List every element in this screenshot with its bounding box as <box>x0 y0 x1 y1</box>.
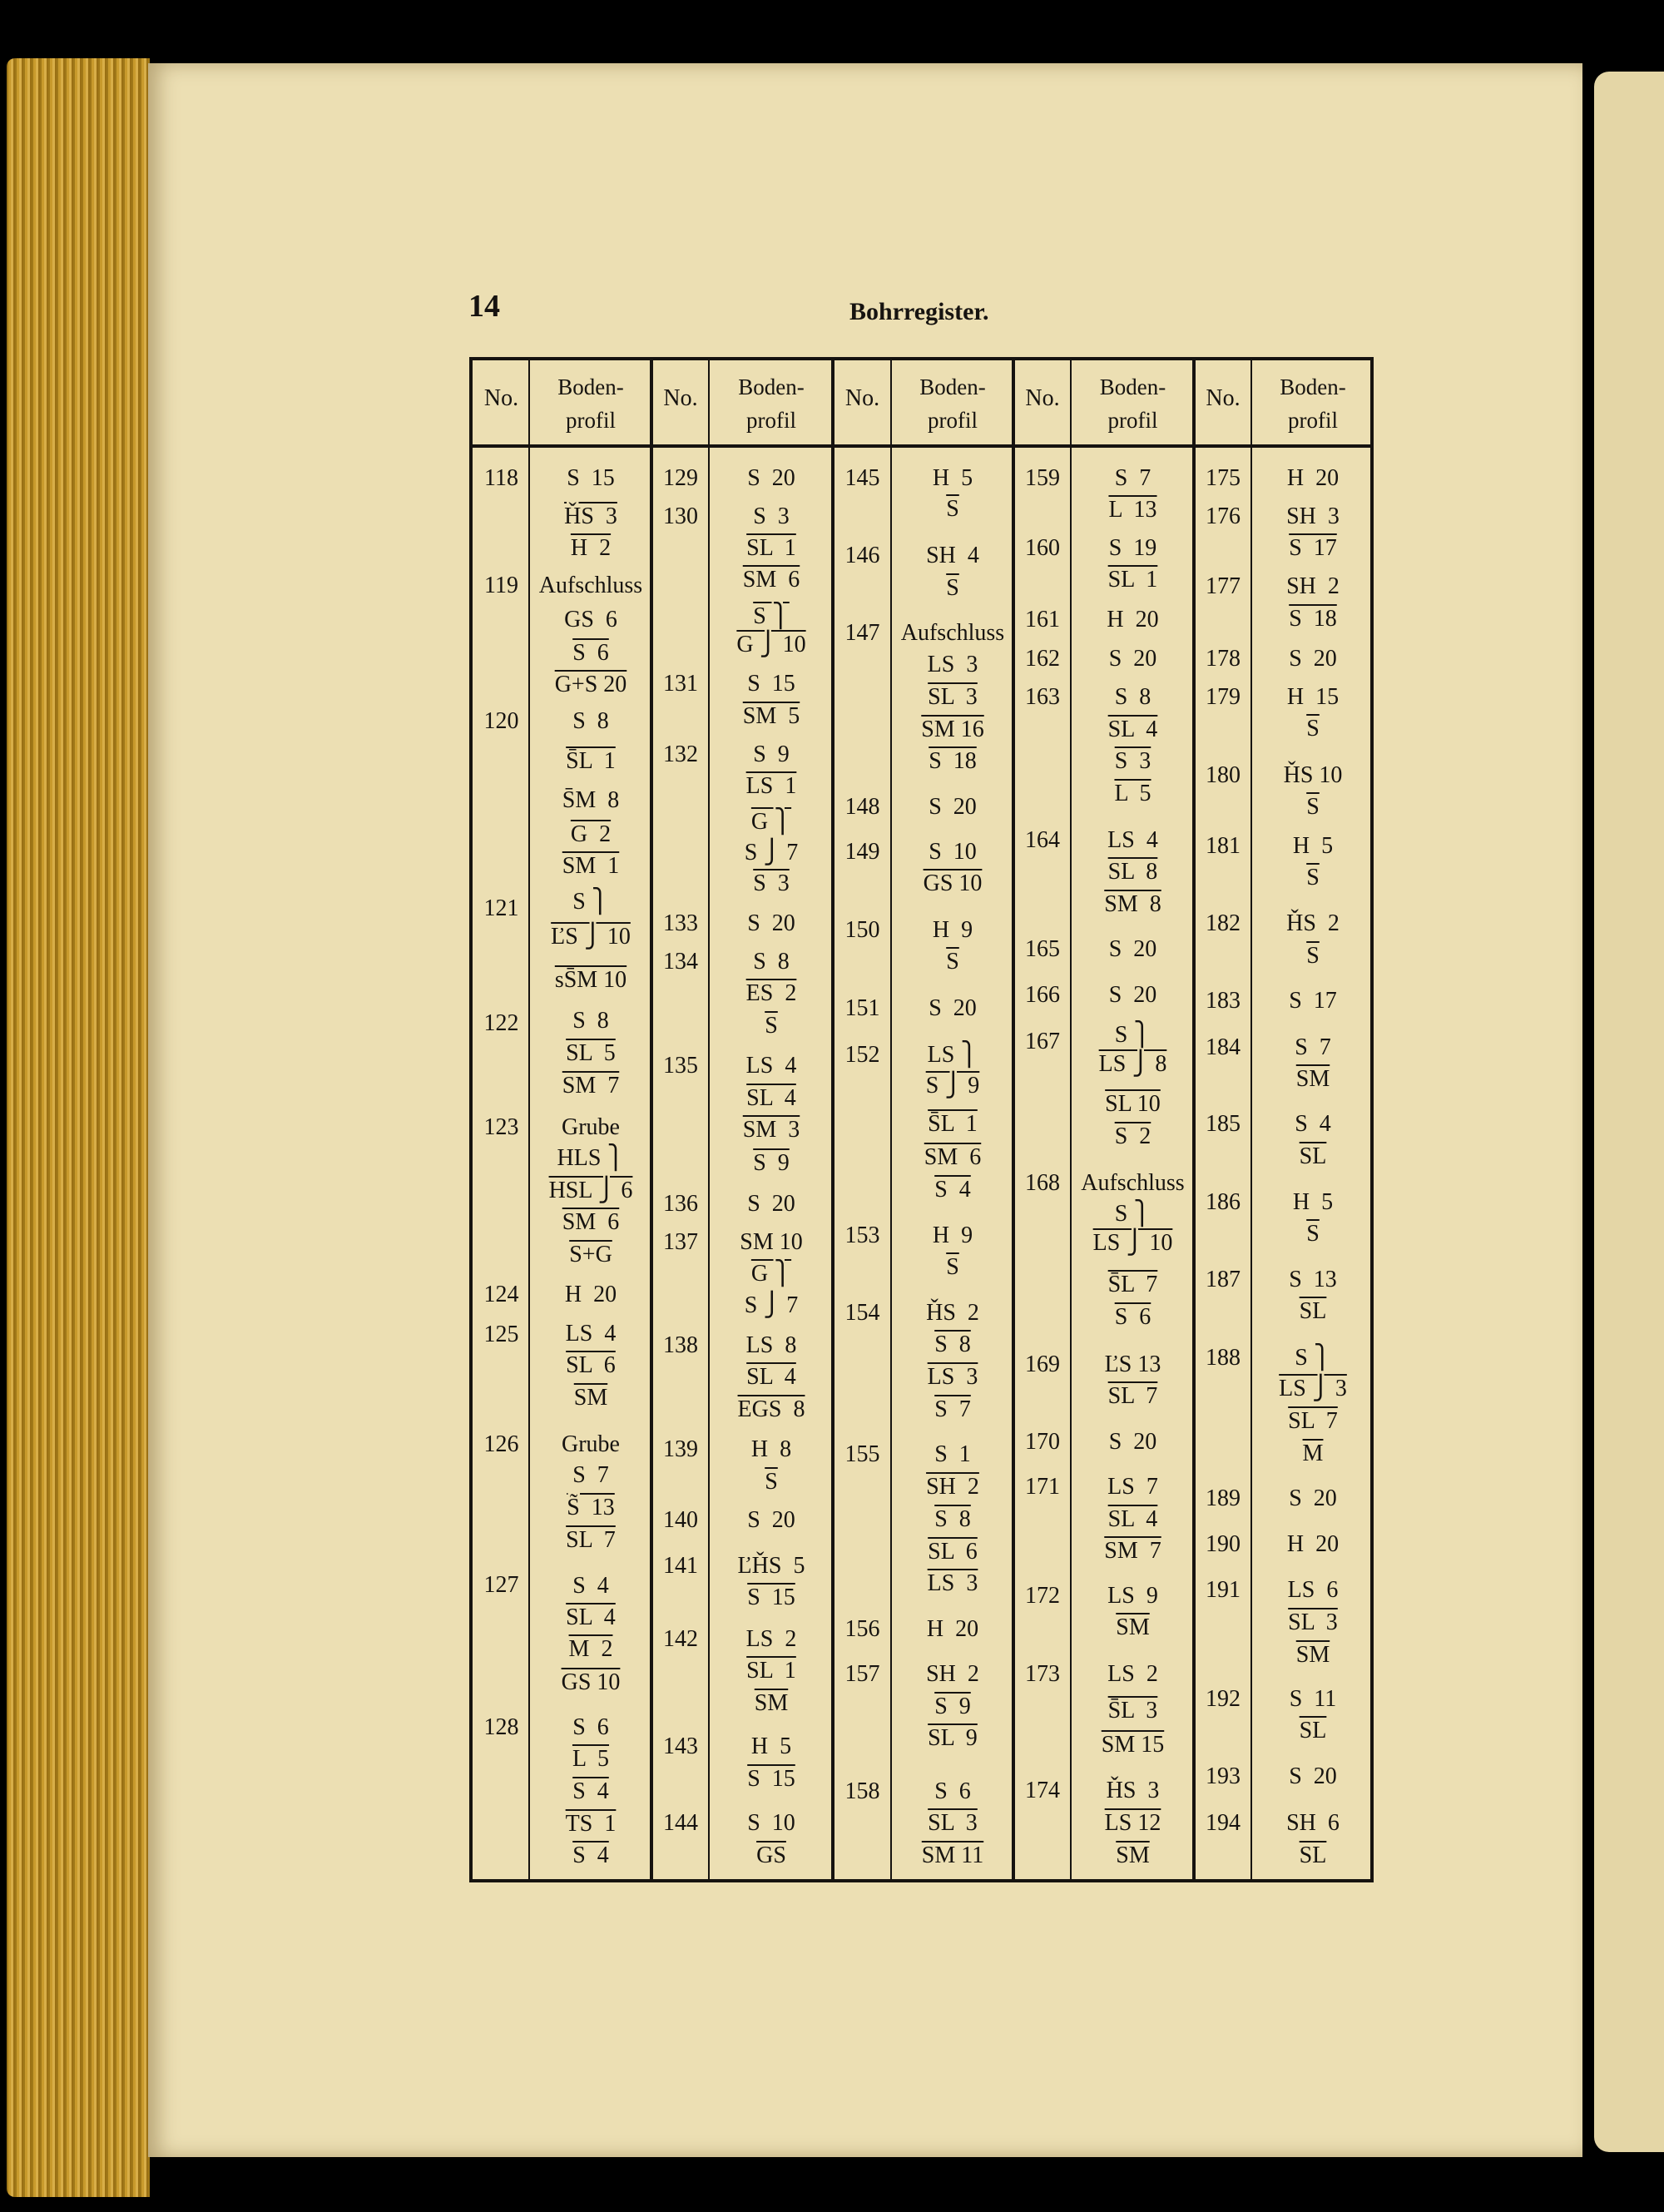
bodenprofil-entry: GS 10 <box>561 1669 621 1695</box>
bodenprofil-entry: SL 4 <box>746 1364 796 1390</box>
bodenprofil-entry: SH 2 <box>1286 573 1340 599</box>
running-title: Bohrregister. <box>849 298 989 325</box>
column-header-bodenprofil <box>1252 370 1374 437</box>
bodenprofil-entry: $\overline{S}$ <box>765 1469 778 1495</box>
bohrung-number: 185 <box>1206 1111 1241 1137</box>
bohrung-number: 148 <box>844 794 880 820</box>
bodenprofil-entry: SM 16 <box>921 717 984 742</box>
bodenprofil-entry: S 19 <box>1108 535 1157 561</box>
bodenprofil-entry: SL 4 <box>1107 717 1158 742</box>
bodenprofil-entry: $\overline{SL}$ <box>1299 1843 1327 1868</box>
bohrung-number: 163 <box>1025 684 1060 710</box>
column-header-no: No. <box>1025 385 1060 411</box>
bodenprofil-entry: SL 7 <box>1288 1408 1338 1434</box>
bohrung-number: 145 <box>844 465 880 491</box>
bohrung-number: 136 <box>663 1191 698 1217</box>
bodenprofil-entry: ES 2 <box>745 980 797 1006</box>
column-header-line1: Boden- <box>1099 374 1166 399</box>
bodenprofil-entry: S 20 <box>1108 1429 1157 1455</box>
bodenprofil-entry: S+G <box>569 1242 612 1267</box>
bodenprofil-entry: S 7 <box>934 1396 971 1422</box>
bodenprofil-entry: $\overline{S}$ <box>946 949 959 975</box>
bohrung-number: 156 <box>844 1616 880 1642</box>
bodenprofil-entry: SL 7 <box>1107 1383 1158 1409</box>
bohrung-number: 177 <box>1206 573 1241 599</box>
bohrung-number: 128 <box>483 1714 519 1740</box>
bodenprofil-entry: S̄L 1 <box>566 748 616 774</box>
bodenprofil-entry: SM 3 <box>742 1117 800 1143</box>
bodenprofil-entry: ĽS 13 <box>1104 1352 1161 1377</box>
bodenprofil-entry: HSL ⎭ 6 <box>548 1178 633 1203</box>
bodenprofil-entry: S 20 <box>1289 1485 1337 1511</box>
bodenprofil-entry: S 9 <box>753 741 790 767</box>
bodenprofil-entry: S 6 <box>934 1778 971 1804</box>
bodenprofil-entry: S 8 <box>934 1332 971 1357</box>
bodenprofil-entry: H 20 <box>1107 607 1159 632</box>
bohrung-number: 124 <box>483 1282 519 1307</box>
bodenprofil-entry: S 20 <box>1108 646 1157 672</box>
bohrung-number: 170 <box>1025 1429 1060 1455</box>
bohrung-number: 121 <box>483 895 519 921</box>
bodenprofil-entry: S 17 <box>1289 535 1337 561</box>
bohrung-number: 166 <box>1025 982 1060 1008</box>
bohrung-number: 127 <box>483 1572 519 1598</box>
bodenprofil-entry: SM 7 <box>562 1073 620 1099</box>
page-number: 14 <box>468 289 500 324</box>
bodenprofil-entry: LS 8 <box>745 1332 797 1358</box>
bodenprofil-entry: SL 3 <box>928 684 978 710</box>
bohrung-number: 184 <box>1206 1034 1241 1060</box>
bohrung-number: 133 <box>663 910 698 936</box>
bodenprofil-entry: S 20 <box>1108 982 1157 1008</box>
bohrung-number: 138 <box>663 1332 698 1358</box>
column-header-line2: profil <box>746 408 796 433</box>
bodenprofil-entry: SH 3 <box>1286 503 1340 529</box>
bodenprofil-entry: G ⎫ <box>750 809 792 835</box>
bodenprofil-entry: $\overline{M}$ <box>1302 1441 1324 1466</box>
column-header-no: No. <box>663 385 698 411</box>
bodenprofil-entry: $\overline{S}$ <box>1306 1221 1320 1247</box>
bodenprofil-entry: $\overline{SM}$ <box>1295 1066 1330 1092</box>
bodenprofil-entry: S 8 <box>572 708 609 734</box>
bodenprofil-entry: S 4 <box>934 1177 971 1203</box>
bodenprofil-entry: $\overline{SM}$ <box>573 1385 608 1411</box>
bodenprofil-entry: SL 8 <box>1107 859 1158 885</box>
bohrung-number: 176 <box>1206 503 1241 529</box>
bodenprofil-entry: H 2 <box>570 535 612 561</box>
bodenprofil-entry: Aufschluss <box>538 573 643 598</box>
bodenprofil-entry: SL 4 <box>746 1085 796 1111</box>
bohrung-number: 187 <box>1206 1267 1241 1292</box>
bodenprofil-entry: SM 6 <box>742 567 800 593</box>
bohrung-number: 189 <box>1206 1485 1241 1511</box>
bodenprofil-entry: S 10 <box>747 1810 795 1836</box>
bohrung-number: 122 <box>483 1010 519 1036</box>
column-header-no: No. <box>483 385 519 411</box>
bohrung-number: 183 <box>1206 988 1241 1014</box>
bodenprofil-entry: ȞS 3 <box>564 503 617 529</box>
bohrung-number: 179 <box>1206 684 1241 710</box>
column-header-bodenprofil <box>710 370 833 437</box>
bodenprofil-entry: SL 7 <box>566 1527 616 1553</box>
bohrung-number: 143 <box>663 1733 698 1759</box>
bodenprofil-entry: S 3 <box>753 870 790 896</box>
bodenprofil-entry: LS 2 <box>1107 1661 1158 1687</box>
bodenprofil-entry: $\overline{S}$ <box>946 496 959 522</box>
bodenprofil-entry: $\overline{S}$ <box>765 1013 778 1039</box>
bodenprofil-entry: $\overline{S}$ <box>1306 865 1320 890</box>
bohrung-number: 175 <box>1206 465 1241 491</box>
bodenprofil-entry: G 2 <box>570 821 612 847</box>
bodenprofil-entry: S 8 <box>1114 684 1151 710</box>
column-header-bodenprofil <box>530 370 651 437</box>
bodenprofil-entry: G ⎭ 10 <box>736 632 806 657</box>
bodenprofil-entry: S ⎫ <box>753 603 790 629</box>
bodenprofil-entry: LS ⎭ 8 <box>1098 1051 1167 1077</box>
bohrung-number: 132 <box>663 741 698 767</box>
bodenprofil-entry: H 20 <box>564 1282 617 1307</box>
bodenprofil-entry: S 15 <box>567 465 615 491</box>
bohrung-number: 162 <box>1025 646 1060 672</box>
bodenprofil-entry: S ⎫ <box>572 889 609 915</box>
bodenprofil-entry: S 4 <box>572 1778 609 1804</box>
bodenprofil-entry: ĽS ⎭ 10 <box>551 924 631 950</box>
bohrung-number: 158 <box>844 1778 880 1804</box>
bohrung-number: 192 <box>1206 1686 1241 1712</box>
header-rule <box>473 444 1370 448</box>
facing-page-edge <box>1594 72 1664 2152</box>
book-page-edges <box>7 58 150 2197</box>
bodenprofil-entry: SL 9 <box>928 1725 978 1751</box>
bodenprofil-entry: SH 4 <box>926 543 979 568</box>
bohrung-number: 137 <box>663 1229 698 1255</box>
bodenprofil-entry: SL 4 <box>1107 1506 1158 1532</box>
bodenprofil-entry: S̄L 1 <box>928 1111 978 1137</box>
bodenprofil-entry: ĽȞS 5 <box>737 1553 805 1579</box>
bodenprofil-entry: S 20 <box>747 1507 795 1533</box>
column-header-line1: Boden- <box>1280 374 1346 399</box>
bodenprofil-entry: SH 2 <box>926 1474 979 1500</box>
bohrung-number: 161 <box>1025 607 1060 632</box>
bodenprofil-entry: SM 1 <box>562 853 620 879</box>
bodenprofil-entry: H 8 <box>750 1436 792 1462</box>
bodenprofil-entry: $\overline{SM}$ <box>1116 1614 1150 1640</box>
bohrung-number: 165 <box>1025 936 1060 962</box>
bodenprofil-entry: $\overline{SL}$ <box>1299 1718 1327 1743</box>
bohrung-number: 130 <box>663 503 698 529</box>
bodenprofil-entry: SM 8 <box>1104 891 1161 917</box>
bohrung-number: 135 <box>663 1053 698 1079</box>
bodenprofil-entry: LS 9 <box>1107 1583 1158 1609</box>
bodenprofil-entry: H 9 <box>932 1223 973 1248</box>
bodenprofil-entry: $\overline{SM}$ <box>754 1690 789 1716</box>
bohrung-number: 153 <box>844 1223 880 1248</box>
bodenprofil-entry: LS 4 <box>1107 827 1158 853</box>
bodenprofil-entry: LS 12 <box>1104 1810 1161 1836</box>
bodenprofil-entry: H 20 <box>1286 1531 1340 1557</box>
bodenprofil-entry: H 20 <box>1286 465 1340 491</box>
bohrung-number: 171 <box>1025 1474 1060 1500</box>
bodenprofil-entry: $\overline{S}$ <box>1306 794 1320 820</box>
bodenprofil-entry: S ⎫ <box>1295 1345 1331 1371</box>
bodenprofil-entry: ȞS 2 <box>1286 910 1340 936</box>
bodenprofil-entry: $\overline{SM}$ <box>1295 1642 1330 1668</box>
bodenprofil-entry: $\overline{S}$ <box>1306 943 1320 969</box>
bohrung-number: 186 <box>1206 1189 1241 1215</box>
bodenprofil-entry: S 20 <box>747 910 795 936</box>
bodenprofil-entry: SM 15 <box>1101 1732 1165 1758</box>
bodenprofil-entry: S 7 <box>572 1462 609 1488</box>
bohrung-number: 174 <box>1025 1778 1060 1803</box>
bodenprofil-entry: GS 10 <box>923 870 983 896</box>
bohrung-number: 120 <box>483 708 519 734</box>
bodenprofil-entry: H 5 <box>932 465 973 491</box>
bodenprofil-entry: LS 6 <box>1287 1577 1339 1603</box>
bohrung-number: 169 <box>1025 1352 1060 1377</box>
bohrung-number: 191 <box>1206 1577 1241 1603</box>
bodenprofil-entry: H 5 <box>1292 833 1334 859</box>
bodenprofil-entry: S̄L 7 <box>1107 1272 1158 1297</box>
bodenprofil-entry: S 15 <box>747 1585 795 1610</box>
bodenprofil-entry: $\overline{S}$ <box>1306 716 1320 741</box>
bodenprofil-entry: SM 6 <box>562 1209 620 1235</box>
bodenprofil-entry: S 17 <box>1289 988 1337 1014</box>
bodenprofil-entry: H 15 <box>1286 684 1340 710</box>
bodenprofil-entry: LS 4 <box>565 1321 617 1347</box>
bodenprofil-entry: TS 1 <box>565 1811 617 1837</box>
bodenprofil-entry: S 4 <box>1295 1111 1331 1137</box>
bodenprofil-entry: S 4 <box>572 1843 609 1868</box>
bodenprofil-entry: SH 6 <box>1286 1810 1340 1836</box>
bodenprofil-entry: S 7 <box>1114 465 1151 491</box>
bohrung-number: 168 <box>1025 1170 1060 1196</box>
bodenprofil-entry: M 2 <box>568 1636 613 1662</box>
bohrung-number: 180 <box>1206 762 1241 788</box>
bodenprofil-entry: L 5 <box>572 1746 610 1772</box>
bodenprofil-entry: S ⎭ 9 <box>925 1073 980 1099</box>
bohrung-number: 167 <box>1025 1029 1060 1054</box>
bodenprofil-entry: HLS ⎫ <box>557 1145 625 1171</box>
bohrung-number: 131 <box>663 671 698 697</box>
bohrung-number: 159 <box>1025 465 1060 491</box>
bodenprofil-entry: L 13 <box>1108 497 1157 523</box>
bodenprofil-entry: S 20 <box>1289 646 1337 672</box>
bodenprofil-entry: S 9 <box>934 1694 971 1719</box>
bohrung-number: 149 <box>844 839 880 865</box>
bodenprofil-entry: SL 6 <box>928 1539 978 1565</box>
bodenprofil-entry: S ⎫ <box>1114 1022 1151 1048</box>
bohrung-number: 164 <box>1025 827 1060 853</box>
bodenprofil-entry: Aufschluss <box>900 620 1005 646</box>
bohrung-number: 173 <box>1025 1661 1060 1687</box>
bodenprofil-entry: SL 5 <box>566 1040 616 1066</box>
bodenprofil-entry: $\overline{S}$ <box>946 575 959 601</box>
bodenprofil-entry: S 20 <box>1108 936 1157 962</box>
column-header-line1: Boden- <box>738 374 805 399</box>
bodenprofil-entry: SM 6 <box>924 1144 982 1170</box>
bodenprofil-entry: S 1 <box>934 1441 971 1467</box>
bohrung-number: 178 <box>1206 646 1241 672</box>
bodenprofil-entry: SH 2 <box>926 1661 979 1687</box>
bodenprofil-entry: SL 1 <box>746 1658 796 1684</box>
bodenprofil-entry: S 6 <box>572 640 609 666</box>
column-header-line2: profil <box>1107 408 1158 433</box>
bodenprofil-entry: S 15 <box>747 1766 795 1792</box>
bodenprofil-entry: SM 10 <box>740 1229 803 1255</box>
bohrung-number: 123 <box>483 1114 519 1140</box>
bohrung-number: 139 <box>663 1436 698 1462</box>
bodenprofil-entry: LS 3 <box>927 1570 978 1596</box>
bodenprofil-entry: LS ⎫ <box>927 1042 978 1068</box>
bodenprofil-entry: SM 11 <box>921 1843 984 1868</box>
bohrung-number: 190 <box>1206 1531 1241 1557</box>
column-header-line2: profil <box>928 408 978 433</box>
bodenprofil-entry: SL 3 <box>928 1810 978 1836</box>
bodenprofil-entry: SL 4 <box>566 1604 616 1630</box>
bodenprofil-entry: S 6 <box>1114 1304 1151 1330</box>
bodenprofil-entry: S 8 <box>572 1008 609 1034</box>
column-header-no: No. <box>1206 385 1241 411</box>
bodenprofil-entry: S 8 <box>753 949 790 975</box>
bodenprofil-entry: S 8 <box>934 1506 971 1532</box>
bohrung-number: 134 <box>663 949 698 975</box>
bodenprofil-entry: S ⎫ <box>1114 1201 1151 1227</box>
bohrung-number: 152 <box>844 1042 880 1068</box>
bohrung-number: 129 <box>663 465 698 491</box>
bohrung-number: 126 <box>483 1431 519 1457</box>
bodenprofil-entry: S 3 <box>753 503 790 529</box>
bodenprofil-entry: Grube <box>562 1114 620 1140</box>
bodenprofil-entry: SL 10 <box>1105 1091 1161 1117</box>
bodenprofil-entry: S 3 <box>1114 748 1151 774</box>
bodenprofil-entry: S 11 <box>1289 1686 1337 1712</box>
bohrung-number: 194 <box>1206 1810 1241 1836</box>
bodenprofil-entry: ȞS 3 <box>1106 1778 1160 1803</box>
bohrung-number: 125 <box>483 1322 519 1347</box>
bodenprofil-entry: ȞS 2 <box>926 1300 979 1326</box>
bodenprofil-entry: H 5 <box>1292 1189 1334 1215</box>
bohrung-number: 182 <box>1206 910 1241 936</box>
bodenprofil-entry: $\overline{S}$ <box>946 1254 959 1280</box>
bodenprofil-entry: $\overline{SL}$ <box>1299 1298 1327 1324</box>
bohrung-number: 157 <box>844 1661 880 1687</box>
bohrung-number: 142 <box>663 1626 698 1652</box>
bohrung-number: 119 <box>484 573 518 598</box>
bodenprofil-entry: S 20 <box>747 1191 795 1217</box>
bodenprofil-entry: S̄L 3 <box>1107 1698 1158 1723</box>
column-header-bodenprofil <box>892 370 1013 437</box>
bodenprofil-entry: S 7 <box>1295 1034 1331 1060</box>
bodenprofil-entry: H 20 <box>926 1616 979 1642</box>
bodenprofil-entry: S 20 <box>929 794 977 820</box>
bodenprofil-entry: LS 1 <box>745 773 797 799</box>
bohrregister-table <box>469 357 1374 1882</box>
bodenprofil-entry: LS 3 <box>927 1364 978 1390</box>
bohrung-number: 144 <box>663 1810 698 1836</box>
bodenprofil-entry: G ⎫ <box>750 1261 792 1287</box>
bodenprofil-entry: S 6 <box>572 1714 609 1740</box>
bodenprofil-entry: S 20 <box>929 995 977 1021</box>
column-header-line1: Boden- <box>919 374 986 399</box>
bodenprofil-entry: S 18 <box>1289 606 1337 632</box>
bodenprofil-entry: S 15 <box>747 671 795 697</box>
bohrung-number: 155 <box>844 1441 880 1467</box>
bohrung-number: 172 <box>1025 1583 1060 1609</box>
bodenprofil-entry: LS ⎭ 10 <box>1092 1230 1173 1256</box>
bohrung-number: 188 <box>1206 1345 1241 1371</box>
bodenprofil-entry: S 9 <box>753 1150 790 1176</box>
bodenprofil-entry: S 10 <box>929 839 977 865</box>
bodenprofil-entry: S 4 <box>572 1573 609 1599</box>
bodenprofil-entry: G+S 20 <box>554 672 627 697</box>
column-header-no: No. <box>844 385 880 411</box>
bodenprofil-entry: L 5 <box>1114 781 1151 806</box>
bohrung-number: 151 <box>844 995 880 1021</box>
bohrung-number: 146 <box>844 543 880 568</box>
bodenprofil-entry: S 18 <box>929 748 977 774</box>
bodenprofil-entry: LS 2 <box>745 1626 797 1652</box>
bodenprofil-entry: sS̄M 10 <box>554 967 627 993</box>
bohrung-number: 181 <box>1206 833 1241 859</box>
bodenprofil-entry: $\overline{SM}$ <box>1116 1843 1150 1868</box>
bodenprofil-entry: SM 7 <box>1104 1538 1161 1564</box>
column-header-bodenprofil <box>1072 370 1194 437</box>
column-header-line2: profil <box>1288 408 1338 433</box>
bodenprofil-entry: EGS 8 <box>737 1396 805 1422</box>
bodenprofil-entry: SL 3 <box>1288 1609 1338 1635</box>
bodenprofil-entry: Aufschluss <box>1081 1170 1185 1196</box>
bodenprofil-entry: LS 3 <box>927 652 978 677</box>
bohrung-number: 147 <box>844 620 880 646</box>
bodenprofil-entry: S ⎭ 7 <box>744 1292 799 1318</box>
bodenprofil-entry: S̃ 13 <box>567 1495 615 1520</box>
bodenprofil-entry: H 9 <box>932 917 973 943</box>
bodenprofil-entry: $\overline{SL}$ <box>1299 1143 1327 1169</box>
bohrung-number: 160 <box>1025 535 1060 561</box>
bohrung-number: 154 <box>844 1300 880 1326</box>
bohrung-number: 141 <box>663 1553 698 1579</box>
bodenprofil-entry: GS 6 <box>564 607 617 632</box>
bohrung-number: 150 <box>844 917 880 943</box>
bodenprofil-entry: ȞS 10 <box>1283 762 1343 788</box>
bodenprofil-entry: S 20 <box>1289 1763 1337 1789</box>
bodenprofil-entry: LS 7 <box>1107 1474 1158 1500</box>
bodenprofil-entry: S̄M 8 <box>562 787 620 813</box>
bodenprofil-entry: SL 1 <box>746 535 796 561</box>
column-header-line2: profil <box>566 408 616 433</box>
bodenprofil-entry: LS 4 <box>745 1053 797 1079</box>
bohrung-number: 193 <box>1206 1763 1241 1789</box>
column-header-line1: Boden- <box>557 374 624 399</box>
bodenprofil-entry: LS ⎭ 3 <box>1279 1376 1347 1401</box>
bodenprofil-entry: S 13 <box>1289 1267 1337 1292</box>
bodenprofil-entry: S 2 <box>1114 1123 1151 1149</box>
bohrung-number: 118 <box>484 465 518 491</box>
bohrung-number: 140 <box>663 1507 698 1533</box>
bodenprofil-entry: Grube <box>562 1431 620 1457</box>
bodenprofil-entry: SL 6 <box>566 1352 616 1378</box>
bodenprofil-entry: SM 5 <box>742 703 800 729</box>
bodenprofil-entry: S ⎭ 7 <box>744 840 799 865</box>
bodenprofil-entry: S 20 <box>747 465 795 491</box>
bodenprofil-entry: $\overline{GS}$ <box>756 1843 786 1868</box>
bodenprofil-entry: SL 1 <box>1107 567 1158 593</box>
bodenprofil-entry: H 5 <box>750 1733 792 1759</box>
